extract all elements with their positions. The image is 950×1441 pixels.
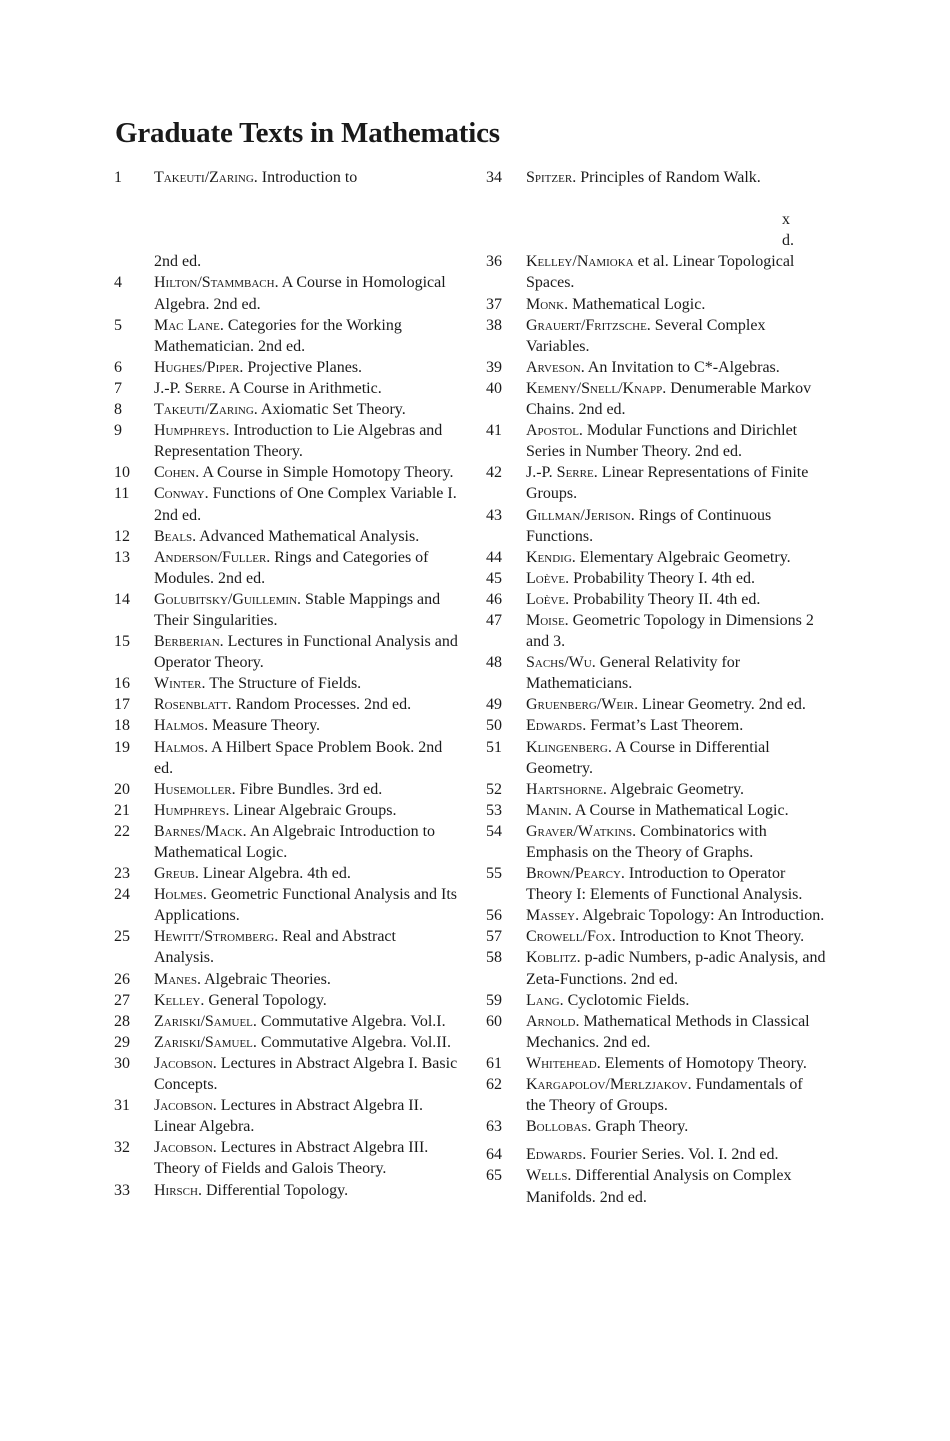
volume-number: 37 (486, 295, 502, 313)
book-title: . Real and Abstract Analysis. (154, 928, 396, 967)
author: Wells (526, 1167, 568, 1185)
book-title: . Introduction to (253, 169, 358, 186)
list-item (114, 167, 459, 188)
list-item (486, 378, 826, 420)
book-title: . A Course in Mathematical Logic. (567, 801, 789, 819)
volume-number: 45 (486, 569, 502, 587)
book-title: . Axiomatic Set Theory. (253, 401, 406, 419)
author: Takeuti/Zaring (154, 401, 254, 419)
volume-number: 28 (114, 1012, 130, 1030)
author: Manes (154, 970, 197, 988)
volume-number: 10 (114, 464, 130, 482)
volume-number: 21 (114, 801, 130, 819)
book-title: . The Structure of Fields. (201, 675, 362, 693)
list-item (486, 905, 826, 926)
author: Graver/Watkins (526, 822, 633, 840)
author: Mac Lane (154, 316, 220, 334)
author: Conway (154, 485, 205, 503)
author: Jacobson (154, 1139, 213, 1157)
book-title: . Differential Topology. (197, 1181, 349, 1199)
author: Takeuti/Zaring (154, 169, 254, 186)
volume-number: 48 (486, 654, 502, 672)
list-item (114, 251, 459, 272)
list-item (486, 315, 826, 357)
list-item (114, 483, 459, 525)
author: Hilton/Stammbach (154, 274, 275, 292)
author: Halmos (154, 717, 205, 735)
book-title: . Stable Mappings and Their Singularities. (154, 590, 441, 629)
list-item (114, 357, 459, 378)
author: Hartshorne (526, 780, 603, 798)
volume-number: 20 (114, 780, 130, 798)
author: Halmos (154, 738, 205, 756)
book-title: . A Course in Arithmetic. (221, 379, 382, 397)
book-title: . Algebraic Geometry. (602, 780, 745, 798)
volume-number: 61 (486, 1054, 502, 1072)
author: Lang (526, 991, 560, 1009)
author: Bollobas (526, 1118, 588, 1136)
author: Zariski/Samuel (154, 1033, 253, 1051)
list-item (114, 863, 459, 884)
author: Barnes/Mack (154, 822, 243, 840)
list-item (486, 420, 826, 462)
book-title: . Projective Planes. (239, 358, 363, 376)
book-title: . Fundamentals of the Theory of Groups. (526, 1076, 803, 1115)
list-item (114, 462, 459, 483)
book-title: . Lectures in Abstract Algebra I. Basic Concepts. (154, 1054, 458, 1094)
list-item (486, 990, 826, 1011)
list-item (114, 526, 459, 547)
volume-number: 38 (486, 316, 502, 334)
book-title: . Functions of One Complex Variable I. 2nd ed. (154, 485, 457, 524)
left-column (114, 167, 459, 1201)
list-item (486, 779, 826, 800)
book-title: . A Course in Simple Homotopy Theory. (195, 464, 454, 482)
volume-number: 53 (486, 801, 502, 819)
author: Berberian (154, 633, 220, 651)
list-item (486, 462, 826, 504)
book-title: . Cyclotomic Fields. (559, 991, 690, 1009)
volume-number: 9 (114, 422, 122, 440)
author: Gillman/Jerison (526, 506, 631, 524)
book-title: . General Topology. (200, 991, 327, 1009)
volume-number: 39 (486, 358, 502, 376)
volume-number: 57 (486, 928, 502, 946)
volume-number: 56 (486, 907, 502, 925)
author: Jacobson (154, 1054, 213, 1072)
list-item (486, 863, 826, 905)
list-item (486, 294, 826, 315)
author: Koblitz (526, 949, 577, 967)
volume-number: 31 (114, 1097, 130, 1115)
volume-number: 17 (114, 696, 130, 714)
book-title: . Linear Algebraic Groups. (225, 801, 397, 819)
list-item (114, 884, 459, 926)
volume-number: 59 (486, 991, 502, 1009)
list-item (486, 800, 826, 821)
book-title: . Elementary Algebraic Geometry. (571, 548, 791, 566)
author: Hewitt/Stromberg (154, 928, 275, 946)
author: Anderson/Fuller (154, 548, 267, 566)
volume-number: 30 (114, 1054, 130, 1072)
list-item (114, 1032, 459, 1053)
list-item (114, 399, 459, 420)
list-item (114, 547, 459, 589)
list-item (486, 821, 826, 863)
volume-number: 34 (486, 169, 502, 186)
author: J.-P. Serre (154, 379, 222, 397)
book-title: . Probability Theory II. 4th ed. (565, 590, 761, 608)
book-title: . Differential Analysis on Complex Manifolds. 2nd ed. (526, 1167, 792, 1206)
list-item (486, 251, 826, 293)
author: Winter (154, 675, 202, 693)
list-item (486, 694, 826, 715)
book-title: . Mathematical Methods in Classical Mechanics. 2nd ed. (526, 1012, 810, 1051)
volume-number: 65 (486, 1167, 502, 1185)
list-item (114, 1011, 459, 1032)
book-title: . Modular Functions and Dirichlet Series in Number Theory. 2nd ed. (526, 422, 798, 461)
book-title: . An Algebraic Introduction to Mathematical Logic. (154, 822, 436, 862)
book-title: . Graph Theory. (587, 1118, 689, 1136)
fragment-x: x (782, 211, 790, 228)
list-item (486, 1053, 826, 1074)
volume-number: 1 (114, 169, 122, 186)
list-item (486, 926, 826, 947)
author: Holmes (154, 886, 203, 904)
list-item (114, 969, 459, 990)
list-item (486, 737, 826, 779)
blank-gap (486, 188, 826, 251)
book-title: . Rings of Continuous Functions. (526, 506, 772, 545)
author: Kendig (526, 548, 572, 566)
author: Golubitsky/Guillemin (154, 590, 298, 608)
list-item (114, 631, 459, 673)
author: Humphreys (154, 801, 226, 819)
list-item (114, 378, 459, 399)
author: Moise (526, 611, 565, 629)
book-title: . Rings and Categories of Modules. 2nd ed. (154, 548, 429, 587)
book-title: . Linear Representations of Finite Groups. (526, 464, 809, 503)
list-item (114, 800, 459, 821)
volume-number: 63 (486, 1118, 502, 1136)
author: Kelley (154, 991, 201, 1009)
list-item (486, 167, 826, 188)
book-title: . Introduction to Knot Theory. (611, 928, 805, 946)
author: Brown/Pearcy (526, 865, 621, 883)
list-item (486, 1011, 826, 1053)
author: Spitzer (526, 169, 573, 186)
list-item (114, 315, 459, 357)
book-title: . Fibre Bundles. 3rd ed. (231, 780, 383, 798)
author: Greub (154, 865, 195, 883)
list-item (114, 990, 459, 1011)
author: Loève (526, 590, 566, 608)
book-title: . A Course in Homological Algebra. 2nd ed. (154, 274, 446, 313)
book-title: . Algebraic Topology: An Introduction. (575, 907, 825, 925)
author: Manin (526, 801, 568, 819)
author: Jacobson (154, 1097, 213, 1115)
list-item (114, 779, 459, 800)
volume-number: 23 (114, 865, 130, 883)
right-column (486, 167, 826, 1208)
book-title: . p-adic Numbers, p-adic Analysis, and Zeta-Functions. 2nd ed. (526, 949, 826, 988)
volume-number: 52 (486, 780, 502, 798)
author: Crowell/Fox (526, 928, 612, 946)
book-title: . Categories for the Working Mathematician. 2nd ed. (154, 316, 402, 355)
list-item (114, 821, 459, 863)
volume-number: 22 (114, 822, 130, 840)
volume-number: 26 (114, 970, 130, 988)
volume-number: 15 (114, 633, 130, 651)
author: Beals (154, 527, 193, 545)
book-title: . Fermat’s Last Theorem. (582, 717, 744, 735)
volume-number: 32 (114, 1139, 130, 1157)
volume-number: 62 (486, 1076, 502, 1094)
author: Rosenblatt (154, 696, 228, 714)
author: Klingenberg (526, 738, 608, 756)
author: Hirsch (154, 1181, 198, 1199)
list-item (114, 737, 459, 779)
book-title: . Elements of Homotopy Theory. (596, 1054, 807, 1072)
book-title: . Linear Algebra. 4th ed. (194, 865, 351, 883)
list-item (114, 715, 459, 736)
author: Grauert/Fritzsche (526, 316, 647, 334)
list-item (486, 1116, 826, 1137)
author: Husemoller (154, 780, 232, 798)
book-title: et al. Linear Topological Spaces. (526, 253, 795, 292)
book-title: . Mathematical Logic. (564, 295, 706, 313)
volume-number: 16 (114, 675, 130, 693)
volume-number: 5 (114, 316, 122, 334)
book-title: . Combinatorics with Emphasis on the Theory of Graphs. (526, 822, 767, 862)
author: Humphreys (154, 422, 226, 440)
volume-number: 54 (486, 822, 502, 840)
author: Kemeny/Snell/Knapp (526, 379, 663, 397)
book-title: . Lectures in Functional Analysis and Operator Theory. (154, 633, 458, 672)
volume-number: 12 (114, 527, 130, 545)
author: Zariski/Samuel (154, 1012, 253, 1030)
volume-number: 24 (114, 886, 130, 904)
book-title: . Principles of Random Walk. (572, 169, 761, 186)
volume-number: 42 (486, 464, 502, 482)
author: Arnold (526, 1012, 576, 1030)
page-title: Graduate Texts in Mathematics (115, 117, 500, 149)
author: Kelley/Namioka (526, 253, 634, 271)
volume-number: 27 (114, 991, 130, 1009)
blank-gap (114, 188, 459, 251)
volume-number: 19 (114, 738, 130, 756)
list-item (114, 420, 459, 462)
book-title: . Denumerable Markov Chains. 2nd ed. (526, 379, 812, 419)
list-item (486, 652, 826, 694)
author: Kargapolov/Merlzjakov (526, 1076, 688, 1094)
author: Massey (526, 907, 576, 925)
volume-number: 43 (486, 506, 502, 524)
volume-number: 41 (486, 422, 502, 440)
author: Arveson (526, 358, 581, 376)
book-title: . Random Processes. 2nd ed. (227, 696, 412, 714)
author: Apostol (526, 422, 579, 440)
volume-number: 36 (486, 253, 502, 271)
volume-number: 18 (114, 717, 130, 735)
author: Hughes/Piper (154, 358, 240, 376)
volume-number: 51 (486, 738, 502, 756)
volume-number: 44 (486, 548, 502, 566)
list-item (486, 357, 826, 378)
volume-number: 6 (114, 358, 122, 376)
list-item (114, 272, 459, 314)
book-title: . Introduction to Lie Algebras and Representation Theory. (154, 422, 443, 461)
book-title: . Geometric Functional Analysis and Its Applications. (154, 886, 458, 925)
list-item (114, 1095, 459, 1137)
list-item (114, 673, 459, 694)
volume-number: 40 (486, 379, 502, 397)
volume-number: 50 (486, 717, 502, 735)
list-item (486, 589, 826, 610)
book-title: . General Relativity for Mathematicians. (526, 654, 741, 693)
author: Gruenberg/Weir (526, 696, 635, 714)
book-title: . Measure Theory. (204, 717, 321, 735)
book-title: . Linear Geometry. 2nd ed. (634, 696, 806, 714)
author: Edwards (526, 717, 583, 735)
book-title: . Commutative Algebra. Vol.I. (252, 1012, 446, 1030)
volume-number: 7 (114, 379, 122, 397)
volume-number: 49 (486, 696, 502, 714)
volume-number: 47 (486, 611, 502, 629)
book-title: . Lectures in Abstract Algebra II. Linear Algebra. (154, 1097, 423, 1136)
book-title: . Introduction to Operator Theory I: Elements of Functional Analysis. (526, 865, 803, 904)
volume-number: 4 (114, 274, 122, 292)
volume-number: 60 (486, 1012, 502, 1030)
book-title: . Several Complex Variables. (526, 316, 766, 355)
volume-number: 13 (114, 548, 130, 566)
volume-number: 25 (114, 928, 130, 946)
book-title: . Commutative Algebra. Vol.II. (252, 1033, 451, 1051)
author: Whitehead (526, 1054, 597, 1072)
book-title: . Probability Theory I. 4th ed. (565, 569, 756, 587)
list-item (486, 1074, 826, 1116)
list-item (114, 589, 459, 631)
book-title: . Advanced Mathematical Analysis. (192, 527, 420, 545)
volume-number: 33 (114, 1181, 130, 1199)
list-item (486, 505, 826, 547)
list-item (114, 1180, 459, 1201)
book-title: . An Invitation to C*-Algebras. (580, 358, 780, 376)
list-item (486, 547, 826, 568)
list-item (486, 1165, 826, 1207)
list-item (114, 1137, 459, 1179)
list-item (486, 715, 826, 736)
list-item (486, 610, 826, 652)
book-title: . Fourier Series. Vol. I. 2nd ed. (582, 1146, 779, 1164)
volume-number: 55 (486, 865, 502, 883)
book-title: . Algebraic Theories. (196, 970, 331, 988)
author: Monk (526, 295, 565, 313)
volume-number: 11 (114, 485, 130, 503)
list-item (486, 568, 826, 589)
volume-number: 8 (114, 401, 122, 419)
book-title: . A Course in Differential Geometry. (526, 738, 770, 777)
author: Sachs/Wu (526, 654, 592, 672)
list-item (486, 947, 826, 989)
fragment-d: d. (782, 232, 794, 249)
author: J.-P. Serre (526, 464, 594, 482)
book-title: . Lectures in Abstract Algebra III. Theory of Fields and Galois Theory. (154, 1139, 429, 1178)
author: Edwards (526, 1146, 583, 1164)
volume-number: 64 (486, 1146, 502, 1164)
list-item (114, 1053, 459, 1095)
volume-number: 14 (114, 590, 130, 608)
volume-number: 58 (486, 949, 502, 967)
book-title: . Geometric Topology in Dimensions 2 and 3. (526, 611, 814, 651)
author: Loève (526, 569, 566, 587)
list-item (114, 694, 459, 715)
book-title: 2nd ed. (154, 253, 202, 271)
book-title: . A Hilbert Space Problem Book. 2nd ed. (154, 738, 443, 777)
volume-number: 29 (114, 1033, 130, 1051)
author: Cohen (154, 464, 196, 482)
list-item (114, 926, 459, 968)
list-item (486, 1144, 826, 1165)
volume-number: 46 (486, 590, 502, 608)
